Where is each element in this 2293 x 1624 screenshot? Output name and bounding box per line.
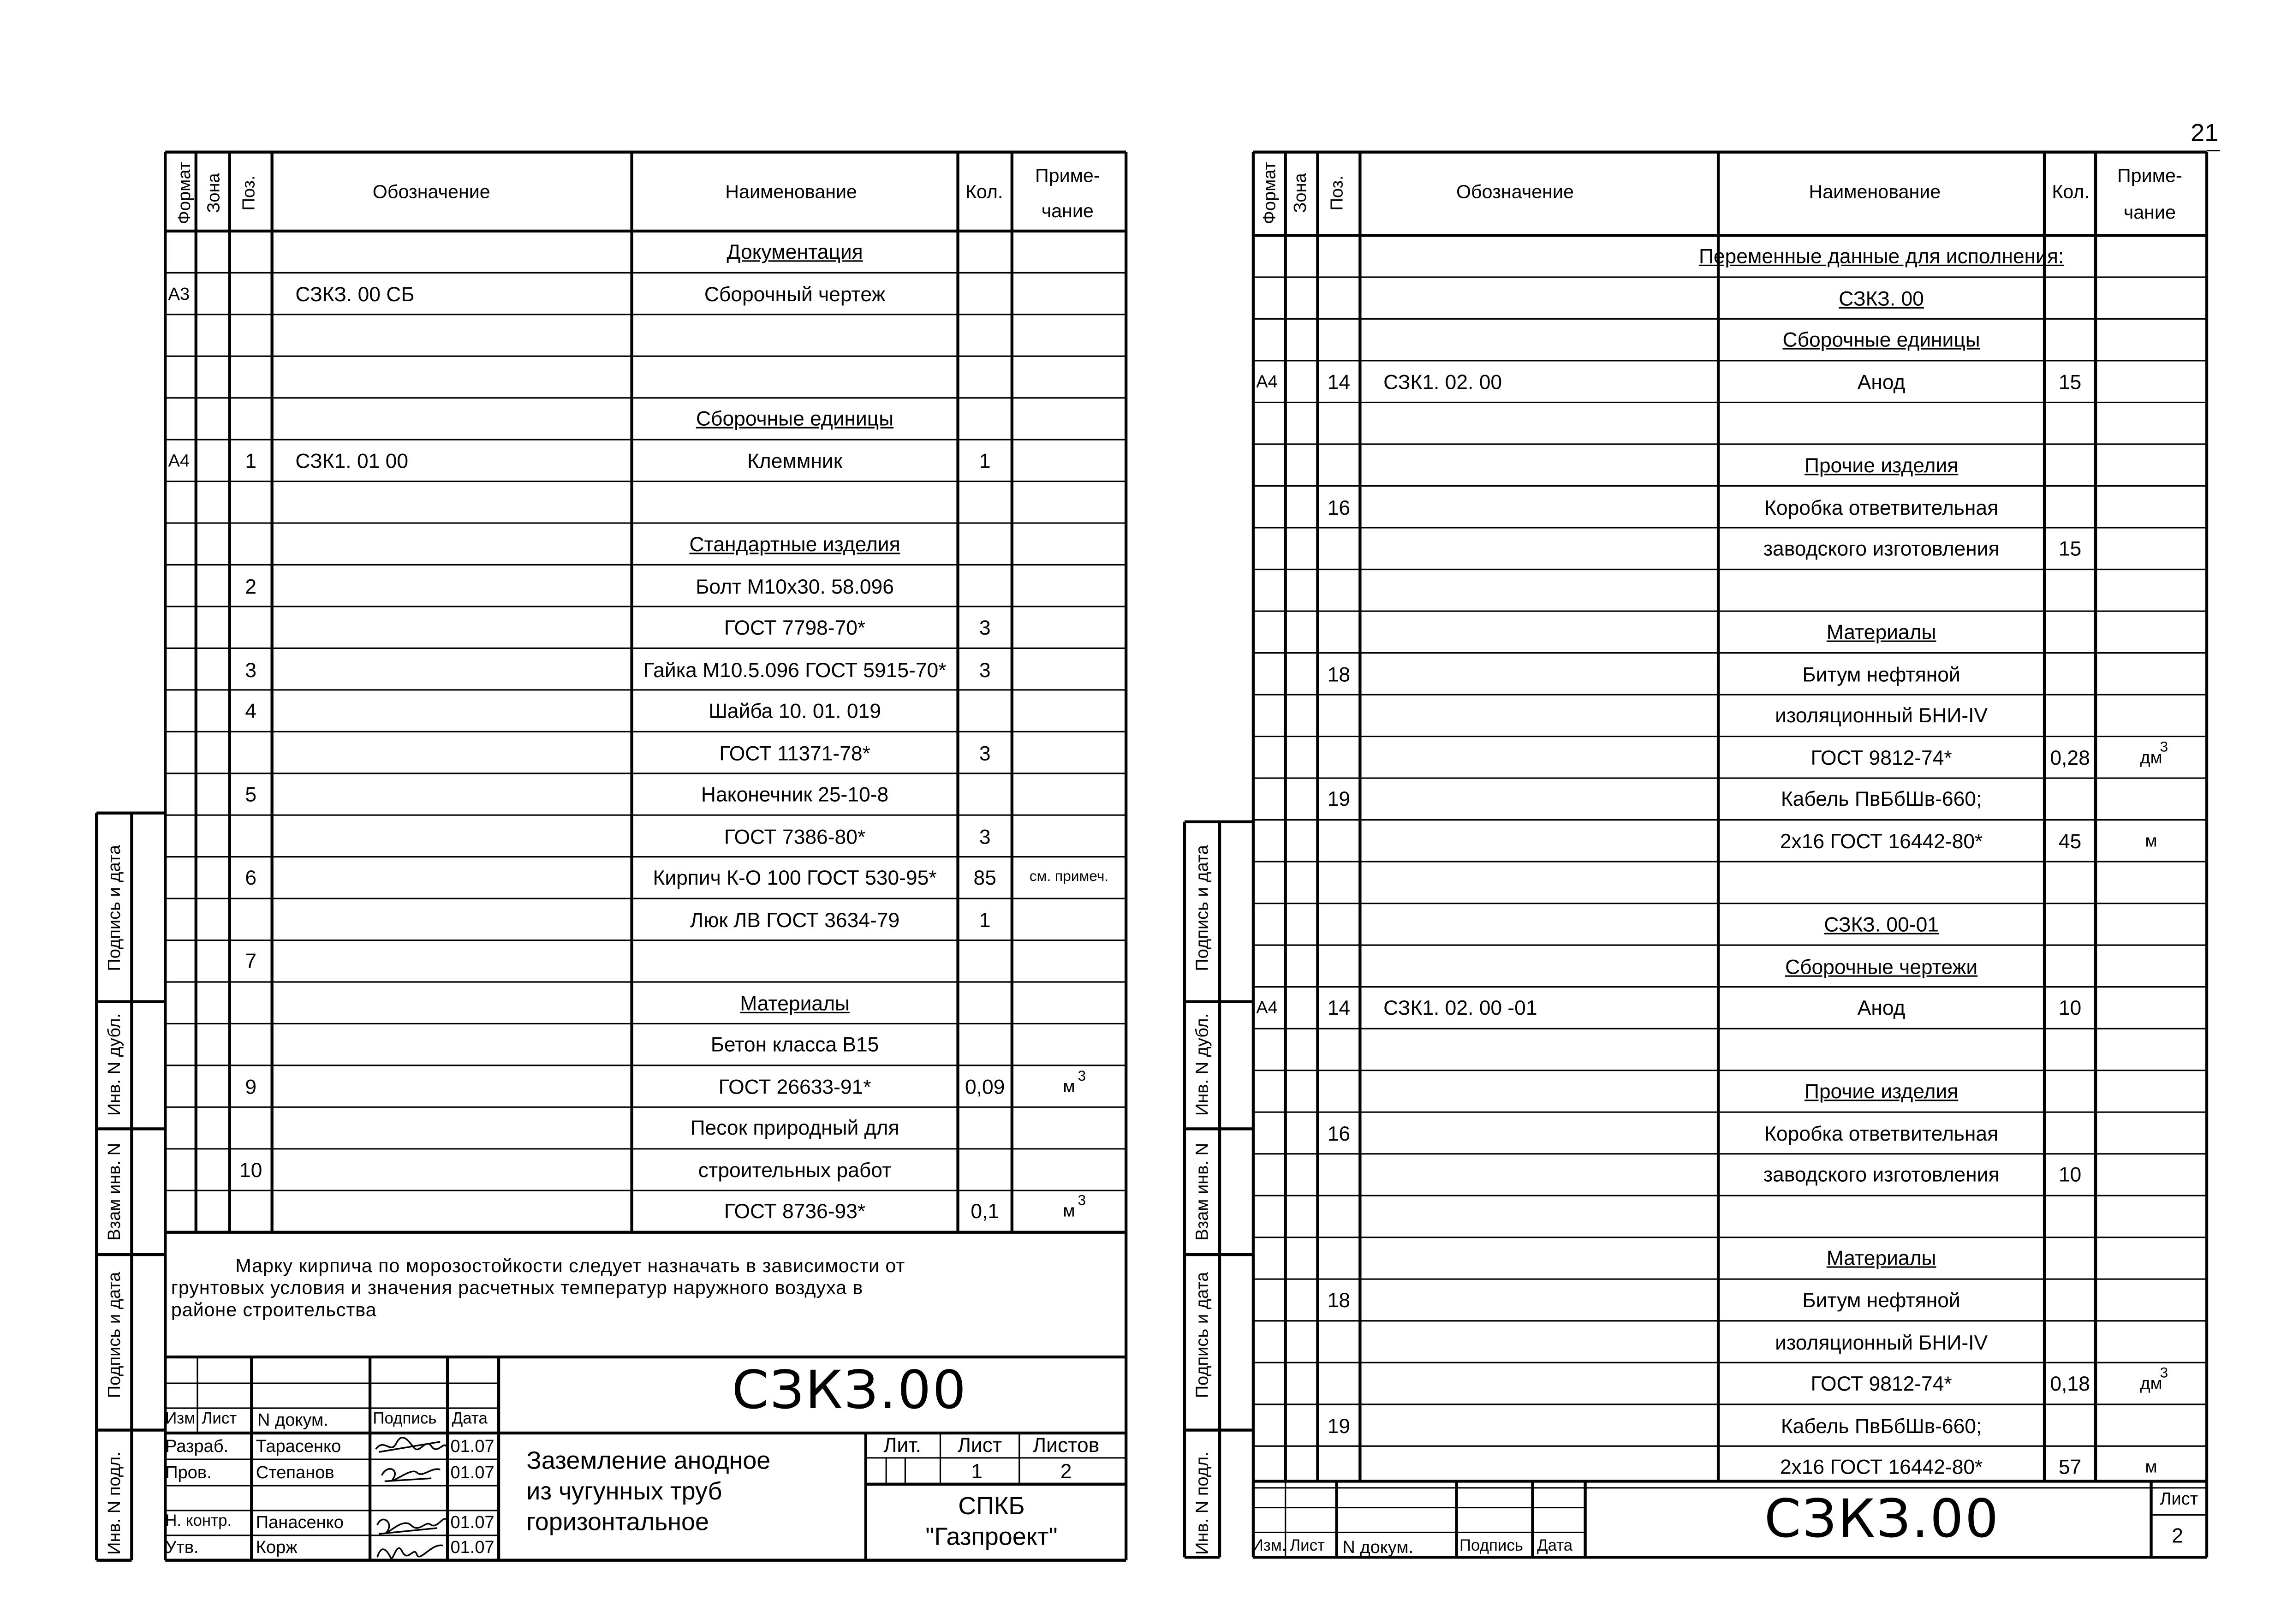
left-header-zone: Зона (203, 173, 224, 213)
right-col-ndoc: N докум. (1342, 1536, 1414, 1558)
date-checker: 01.07 (450, 1462, 494, 1483)
right-cell-format: А4 (1256, 371, 1278, 392)
left-header-pos: Поз. (238, 175, 259, 211)
right-sheet-label: Лист (2160, 1488, 2198, 1509)
left-cell-name: Болт М10х30. 58.096 (696, 574, 894, 598)
right-cell-note: дм (2140, 747, 2162, 768)
left-cell-qty: 1 (979, 448, 991, 472)
left-stamp-vzam-inv: Взам инв. N (104, 1142, 125, 1241)
right-cell-name: Сборочные единицы (1782, 328, 1980, 352)
role-developer: Разраб. (165, 1436, 229, 1457)
left-header-format: Формат (174, 161, 195, 225)
left-cell-note: м (1063, 1076, 1075, 1097)
right-cell-name: изоляционный БНИ-IV (1775, 703, 1988, 727)
right-header-note-1: Приме- (2117, 164, 2182, 187)
left-cell-note: см. примеч. (1029, 869, 1109, 886)
lit-label: Лит. (883, 1433, 921, 1457)
left-cell-pos: 6 (245, 866, 257, 890)
left-cell-qty: 3 (979, 741, 991, 764)
sheet-value: 1 (971, 1459, 983, 1483)
left-cell-name: ГОСТ 8736-93* (724, 1200, 866, 1223)
right-cell-name: Материалы (1826, 620, 1936, 644)
right-cell-name: ГОСТ 9812-74* (1811, 1372, 1952, 1395)
right-cell-name: СЗКЗ. 00 (1839, 286, 1924, 310)
left-cell-qty: 1 (979, 907, 991, 931)
date-developer: 01.07 (450, 1436, 494, 1457)
left-cell-name: Гайка М10.5.096 ГОСТ 5915-70* (643, 657, 947, 681)
left-cell-note-superscript: 3 (1078, 1194, 1086, 1210)
left-header-designation: Обозначение (372, 180, 490, 203)
right-cell-name: Анод (1857, 369, 1906, 393)
left-cell-name: Документация (727, 240, 863, 264)
left-cell-name: Клеммник (747, 448, 843, 472)
right-stamp-inv-podl: Инв. N подл. (1191, 1451, 1213, 1555)
right-sheet-value: 2 (2172, 1523, 2183, 1547)
right-header-designation: Обозначение (1456, 180, 1574, 203)
right-cell-qty: 10 (2058, 996, 2082, 1020)
left-cell-qty: 3 (979, 824, 991, 848)
right-cell-name: Переменные данные для исполнения: (1698, 244, 2064, 268)
right-cell-name: заводского изготовления (1763, 1163, 2000, 1187)
left-cell-pos: 9 (245, 1074, 257, 1098)
role-checker: Пров. (165, 1462, 212, 1483)
right-cell-format: А4 (1256, 997, 1278, 1018)
right-stamp-vzam-inv: Взам инв. N (1191, 1142, 1213, 1241)
left-header-note-1: Приме- (1035, 164, 1100, 187)
right-cell-qty: 10 (2058, 1163, 2082, 1187)
left-stamp-inv-podl: Инв. N подл. (104, 1451, 125, 1555)
right-cell-name: Прочие изделия (1804, 1079, 1959, 1103)
date-approver: 01.07 (450, 1536, 494, 1558)
right-cell-designation: СЗК1. 02. 00 -01 (1383, 996, 1537, 1020)
left-cell-pos: 7 (245, 949, 257, 973)
sheet-label: Лист (957, 1433, 1002, 1457)
left-note-line-2: грунтовых условия и значения расчетных температур наружного воздуха в (171, 1276, 864, 1299)
right-header-format: Формат (1259, 161, 1280, 225)
right-cell-pos: 14 (1327, 369, 1351, 393)
left-stamp-inv-dubl: Инв. N дубл. (104, 1013, 125, 1116)
right-cell-pos: 19 (1327, 1413, 1351, 1437)
right-cell-name: ГОСТ 9812-74* (1811, 745, 1952, 769)
right-cell-name: Прочие изделия (1804, 453, 1959, 477)
left-header-qty: Кол. (965, 180, 1003, 203)
right-col-izm: Изм. (1251, 1537, 1286, 1555)
left-cell-name: Кирпич К-О 100 ГОСТ 530-95* (653, 866, 937, 890)
left-document-code: СЗКЗ.00 (732, 1361, 968, 1422)
left-cell-name: строительных работ (698, 1158, 892, 1182)
right-cell-name: Материалы (1826, 1246, 1936, 1270)
right-cell-qty: 45 (2058, 829, 2082, 853)
left-cell-name: Люк ЛВ ГОСТ 3634-79 (690, 907, 900, 931)
right-cell-qty: 15 (2058, 536, 2082, 560)
right-cell-note: м (2145, 1457, 2157, 1477)
left-cell-name: Шайба 10. 01. 019 (709, 699, 881, 723)
left-cell-pos: 5 (245, 782, 257, 806)
right-cell-note: м (2145, 830, 2157, 851)
sheets-value: 2 (1060, 1459, 1072, 1483)
left-cell-qty: 85 (973, 866, 996, 890)
left-cell-qty: 0,09 (965, 1074, 1005, 1098)
left-cell-format: А4 (168, 450, 190, 471)
left-note-line-1: Марку кирпича по морозостойкости следует назначать в зависимости от (235, 1255, 905, 1277)
sheets-label: Листов (1033, 1433, 1100, 1457)
left-col-list: Лист (202, 1410, 237, 1428)
right-cell-note: дм (2140, 1373, 2162, 1394)
right-col-list: Лист (1290, 1537, 1325, 1555)
right-cell-name: 2х16 ГОСТ 16442-80* (1780, 829, 1983, 853)
right-cell-pos: 18 (1327, 662, 1351, 686)
right-cell-qty: 57 (2058, 1455, 2082, 1479)
left-cell-name: Наконечник 25-10-8 (701, 782, 889, 806)
right-cell-name: Коробка ответвительная (1764, 495, 1999, 519)
left-cell-name: ГОСТ 7798-70* (724, 615, 866, 639)
left-cell-name: Сборочный чертеж (704, 282, 886, 305)
right-cell-name: Анод (1857, 996, 1906, 1020)
left-cell-name: ГОСТ 11371-78* (719, 741, 870, 764)
left-cell-name: ГОСТ 7386-80* (724, 824, 866, 848)
left-col-ndoc: N докум. (257, 1410, 328, 1430)
right-cell-pos: 19 (1327, 787, 1351, 811)
left-cell-pos: 4 (245, 699, 257, 723)
right-header-note-2: чание (2123, 201, 2176, 223)
right-cell-note-superscript: 3 (2160, 739, 2168, 756)
left-cell-pos: 1 (245, 448, 257, 472)
right-cell-note-superscript: 3 (2160, 1366, 2168, 1382)
name-checker: Степанов (256, 1462, 334, 1483)
left-cell-pos: 2 (245, 574, 257, 598)
organization-line-2: "Газпроект" (925, 1523, 1058, 1551)
left-col-izm: Изм. (165, 1410, 200, 1428)
right-stamp-inv-dubl: Инв. N дубл. (1191, 1013, 1213, 1116)
left-cell-note-superscript: 3 (1078, 1069, 1086, 1085)
right-cell-name: заводского изготовления (1763, 536, 2000, 560)
left-header-name: Наименование (725, 180, 857, 203)
name-approver: Корж (256, 1536, 298, 1558)
right-cell-qty: 15 (2058, 369, 2082, 393)
left-stamp-podpis-data-2: Подпись и дата (104, 845, 125, 971)
left-cell-name: Материалы (740, 991, 850, 1015)
right-cell-pos: 18 (1327, 1288, 1351, 1312)
right-cell-name: Сборочные чертежи (1785, 954, 1978, 978)
right-col-date: Дата (1537, 1537, 1573, 1555)
right-header-name: Наименование (1809, 180, 1941, 203)
right-cell-pos: 14 (1327, 996, 1351, 1020)
title-line-3: горизонтальное (526, 1508, 709, 1536)
left-cell-designation: СЗКЗ. 00 СБ (295, 282, 415, 305)
right-header-zone: Зона (1290, 173, 1310, 213)
handwritten-signatures (373, 1434, 449, 1563)
left-cell-pos: 3 (245, 657, 257, 681)
name-norm-control: Панасенко (256, 1512, 344, 1533)
right-cell-qty: 0,28 (2050, 745, 2090, 769)
page-number: 21 (2191, 119, 2219, 147)
left-note (171, 1255, 1122, 1321)
right-cell-name: Коробка ответвительная (1764, 1121, 1999, 1145)
left-col-sign: Подпись (373, 1410, 437, 1428)
right-cell-pos: 16 (1327, 1121, 1351, 1145)
role-approver: Утв. (165, 1536, 199, 1558)
right-cell-name: Кабель ПвБбШв-660; (1781, 787, 1982, 811)
left-cell-designation: СЗК1. 01 00 (295, 448, 409, 472)
right-stamp-podpis-data-1: Подпись и дата (1191, 1272, 1213, 1398)
left-cell-name: Сборочные единицы (696, 407, 894, 431)
right-cell-designation: СЗК1. 02. 00 (1383, 369, 1502, 393)
date-norm-control: 01.07 (450, 1512, 494, 1533)
right-header-pos: Поз. (1326, 175, 1347, 211)
right-cell-pos: 16 (1327, 495, 1351, 519)
right-cell-qty: 0,18 (2050, 1372, 2090, 1395)
left-cell-qty: 3 (979, 615, 991, 639)
organization-line-1: СПКБ (958, 1492, 1025, 1520)
right-col-sign: Подпись (1459, 1537, 1524, 1555)
left-note-line-3: районе строительства (171, 1298, 377, 1321)
right-document-code: СЗКЗ.00 (1764, 1490, 2000, 1550)
title-line-2: из чугунных труб (526, 1477, 722, 1505)
role-norm-control: Н. контр. (165, 1512, 232, 1530)
left-cell-qty: 3 (979, 657, 991, 681)
title-line-1: Заземление анодное (526, 1447, 771, 1475)
left-col-date: Дата (452, 1410, 488, 1428)
left-stamp-podpis-data-1: Подпись и дата (104, 1272, 125, 1398)
left-cell-name: Бетон класса В15 (710, 1033, 879, 1056)
right-stamp-podpis-data-2: Подпись и дата (1191, 845, 1213, 971)
left-cell-qty: 0,1 (971, 1200, 1000, 1223)
right-cell-name: изоляционный БНИ-IV (1775, 1330, 1988, 1354)
left-cell-note: м (1063, 1201, 1075, 1222)
left-header-note-2: чание (1041, 199, 1094, 222)
name-developer: Тарасенко (256, 1436, 341, 1457)
right-cell-name: СЗКЗ. 00-01 (1824, 912, 1939, 936)
right-cell-name: Битум нефтяной (1802, 1288, 1960, 1312)
left-cell-name: Песок природный для (690, 1116, 899, 1140)
left-cell-name: Стандартные изделия (689, 532, 900, 556)
left-cell-name: ГОСТ 26633-91* (718, 1074, 871, 1098)
left-cell-pos: 10 (239, 1158, 262, 1182)
left-cell-format: А3 (168, 283, 190, 304)
right-header-qty: Кол. (2052, 180, 2090, 203)
right-cell-name: 2х16 ГОСТ 16442-80* (1780, 1455, 1983, 1479)
right-cell-name: Битум нефтяной (1802, 662, 1960, 686)
right-cell-name: Кабель ПвБбШв-660; (1781, 1413, 1982, 1437)
